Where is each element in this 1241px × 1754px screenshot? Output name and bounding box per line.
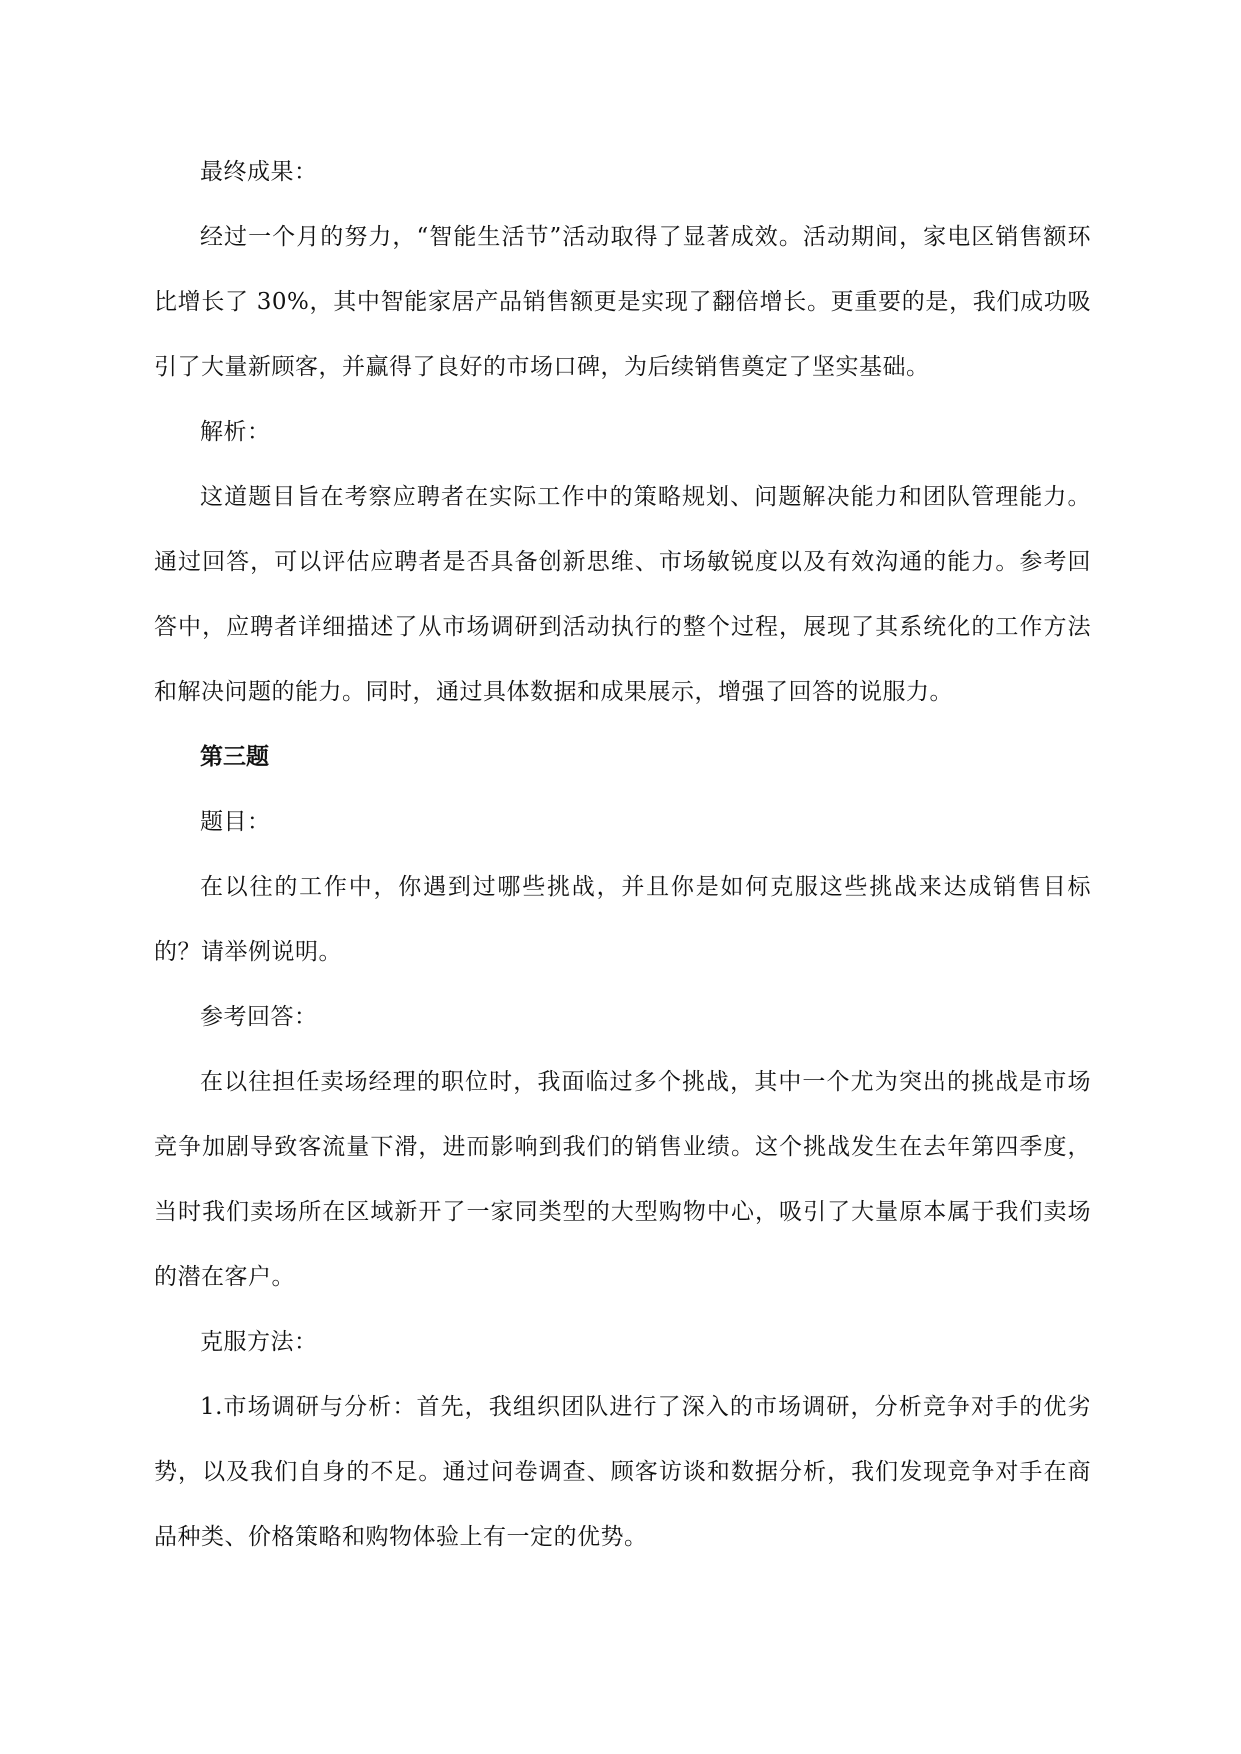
document-body bbox=[154, 140, 1091, 1570]
section-label-reference-answer: 参考回答： bbox=[200, 1004, 318, 1030]
body-paragraph-method-1: 1.市场调研与分析：首先，我组织团队进行了深入的市场调研，分析竞争对手的优劣势，以及我们自身的不足。通过问卷调查、顾客访谈和数据分析，我们发现竞争对手在商品种类、价格策略和购物体验上有一定的优势。 bbox=[154, 1394, 1091, 1550]
section-label-question: 题目： bbox=[200, 809, 271, 835]
question-heading: 第三题 bbox=[200, 744, 269, 770]
section-label-methods: 克服方法： bbox=[200, 1329, 318, 1355]
body-paragraph-reference-answer: 在以往担任卖场经理的职位时，我面临过多个挑战，其中一个尤为突出的挑战是市场竞争加剧导致客流量下滑，进而影响到我们的销售业绩。这个挑战发生在去年第四季度，当时我们卖场所在区域新开了一家同类型的大型购物中心，吸引了大量原本属于我们卖场的潜在客户。 bbox=[154, 1069, 1091, 1290]
section-label-analysis: 解析： bbox=[200, 419, 271, 445]
section-label-final-results: 最终成果： bbox=[200, 159, 318, 185]
body-paragraph-analysis: 这道题目旨在考察应聘者在实际工作中的策略规划、问题解决能力和团队管理能力。通过回答，可以评估应聘者是否具备创新思维、市场敏锐度以及有效沟通的能力。参考回答中，应聘者详细描述了从市场调研到活动执行的整个过程，展现了其系统化的工作方法和解决问题的能力。同时，通过具体数据和成果展示，增强了回答的说服力。 bbox=[154, 484, 1091, 705]
body-paragraph-final-results: 经过一个月的努力，“智能生活节”活动取得了显著成效。活动期间，家电区销售额环比增长了 30%，其中智能家居产品销售额更是实现了翻倍增长。更重要的是，我们成功吸引了大量新顾客，并赢得了良好的市场口碑，为后续销售奠定了坚实基础。 bbox=[154, 224, 1091, 380]
body-paragraph-question: 在以往的工作中，你遇到过哪些挑战，并且你是如何克服这些挑战来达成销售目标的？请举例说明。 bbox=[154, 874, 1091, 965]
